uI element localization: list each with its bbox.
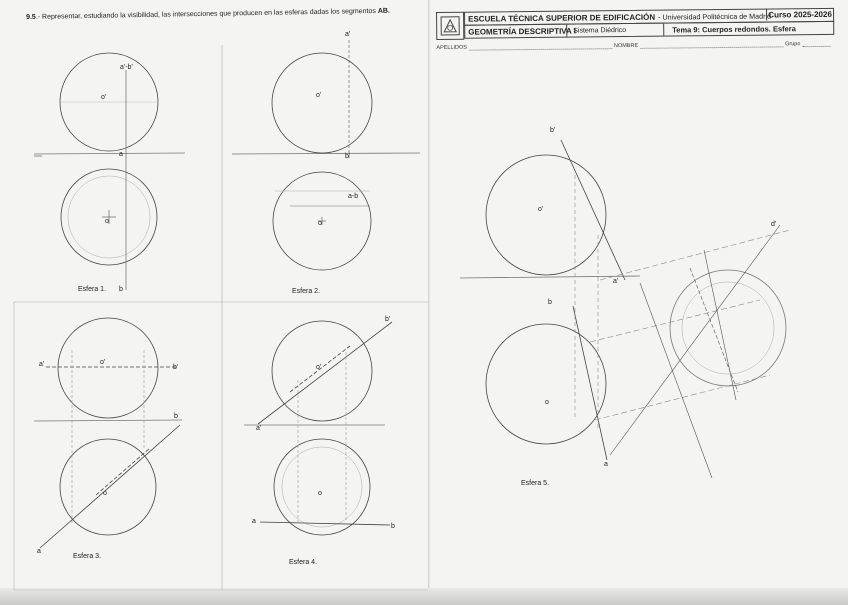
e3-o-label: o: [103, 490, 107, 497]
grupo-label: Grupo: [785, 41, 801, 48]
e4-caption: Esfera 4.: [289, 559, 318, 566]
e4-a-label: a: [252, 518, 256, 525]
exercise-text: .- Representar, estudiando la visibilidad, las intersecciones que producen en las esferas dadas los segmentos: [35, 7, 376, 21]
e4-b-prime-label: b': [385, 316, 391, 323]
e2-b-prime-label: b': [345, 153, 351, 160]
apellidos-label: APELLIDOS: [436, 44, 468, 51]
subject-name: GEOMETRÍA DESCRIPTIVA I: [468, 26, 576, 37]
e1-o-label: o: [105, 218, 109, 225]
e1-o-prime-label: o': [101, 94, 107, 101]
e2-a-prime-label: a': [345, 31, 351, 38]
e5-d-label: d': [771, 221, 777, 228]
system-name: Sistema Diédrico: [566, 24, 663, 37]
e1-a-label: a: [119, 151, 123, 158]
nombre-label: NOMBRE: [613, 42, 639, 50]
exercise-number: 9.5: [26, 13, 36, 21]
topic-name: Tema 9: Cuerpos redondos. Esfera: [663, 22, 796, 35]
e4-o-label: o: [318, 490, 322, 497]
e5-o-label: o: [545, 399, 549, 406]
university-name: - Universidad Politécnica de Madrid: [658, 10, 772, 22]
e5-a-prime-label: a': [613, 278, 619, 285]
e5-o-prime-label: o': [538, 206, 544, 213]
e3-a-prime-label: a': [39, 361, 45, 368]
e2-caption: Esfera 2.: [292, 288, 321, 295]
e1-ab-prime-label: a'-b': [120, 64, 133, 71]
e5-caption: Esfera 5.: [521, 480, 550, 487]
course-year: Curso 2025-2026: [766, 8, 833, 21]
e4-a-prime-label: a': [256, 425, 262, 432]
e3-a-label: a: [37, 548, 41, 555]
e3-b-label: b: [174, 413, 178, 420]
e4-b-label: b: [391, 523, 395, 530]
school-name: ESCUELA TÉCNICA SUPERIOR DE EDIFICACIÓN: [468, 12, 656, 24]
e5-a-label: a: [604, 461, 608, 468]
e3-b-prime-label: b': [173, 364, 179, 371]
exercise-segment: AB.: [377, 7, 390, 15]
e5-b-prime-label: b': [550, 127, 556, 134]
e5-b-label: b: [548, 299, 552, 306]
e4-o-prime-label: o': [316, 364, 322, 371]
e1-b-label: b: [119, 286, 123, 293]
e2-o-prime-label: o': [316, 92, 322, 99]
e3-o-prime-label: o': [100, 359, 106, 366]
e2-o-label: o: [318, 220, 322, 227]
e3-caption: Esfera 3.: [73, 553, 102, 560]
e1-caption: Esfera 1.: [78, 286, 107, 293]
e2-ab-label: a-b: [348, 193, 359, 200]
